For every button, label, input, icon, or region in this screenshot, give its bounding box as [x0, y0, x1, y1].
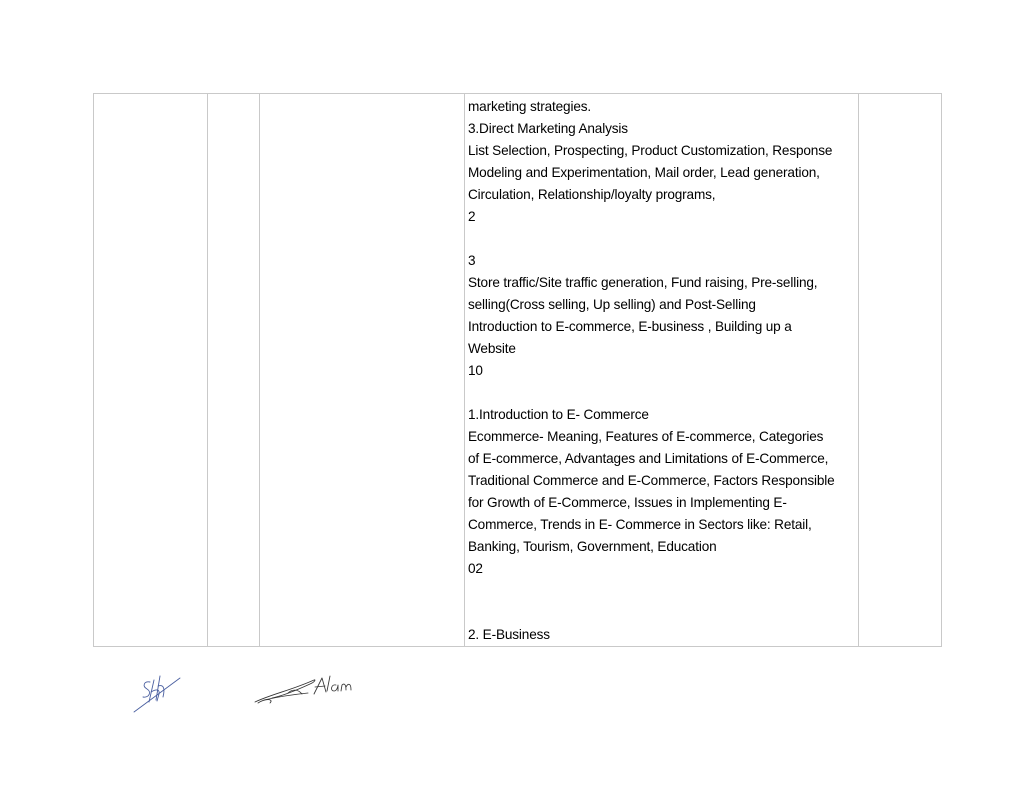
content-line: Commerce, Trends in E- Commerce in Sectors like: Retail, [468, 517, 812, 532]
content-line: Traditional Commerce and E-Commerce, Factors Responsible [468, 473, 835, 488]
empty-cell-1 [94, 94, 208, 647]
empty-cell-5 [859, 94, 942, 647]
signature-1 [130, 672, 186, 714]
content-line: 10 [468, 363, 483, 378]
content-line: 02 [468, 561, 483, 576]
course-content-cell [465, 94, 859, 647]
content-line: 2 [468, 209, 476, 224]
content-line: Circulation, Relationship/loyalty programs, [468, 187, 716, 202]
content-line: 3.Direct Marketing Analysis [468, 121, 628, 136]
content-line: of E-commerce, Advantages and Limitations of E-Commerce, [468, 451, 829, 466]
content-line: 1.Introduction to E- Commerce [468, 407, 649, 422]
content-line: Ecommerce- Meaning, Features of E-commerce, Categories [468, 429, 824, 444]
syllabus-table [93, 93, 942, 647]
content-line: marketing strategies. [468, 99, 592, 114]
content-line: List Selection, Prospecting, Product Customization, Response [468, 143, 833, 158]
content-line [468, 580, 856, 602]
content-line [468, 382, 856, 404]
content-line [468, 602, 856, 624]
signature-2 [252, 672, 358, 708]
content-line: for Growth of E-Commerce, Issues in Implementing E- [468, 495, 787, 510]
table-row [94, 94, 942, 647]
content-line: 2. E-Business [468, 627, 550, 642]
content-line: Modeling and Experimentation, Mail order, Lead generation, [468, 165, 820, 180]
content-line: Banking, Tourism, Government, Education [468, 539, 717, 554]
content-line: Introduction to E-commerce, E-business , Building up a [468, 319, 792, 334]
content-line [468, 228, 856, 250]
content-line: Store traffic/Site traffic generation, Fund raising, Pre-selling, [468, 275, 818, 290]
empty-cell-2 [208, 94, 260, 647]
empty-cell-3 [260, 94, 465, 647]
content-line: Website [468, 341, 516, 356]
content-line: selling(Cross selling, Up selling) and Post-Selling [468, 297, 756, 312]
content-line: 3 [468, 253, 476, 268]
